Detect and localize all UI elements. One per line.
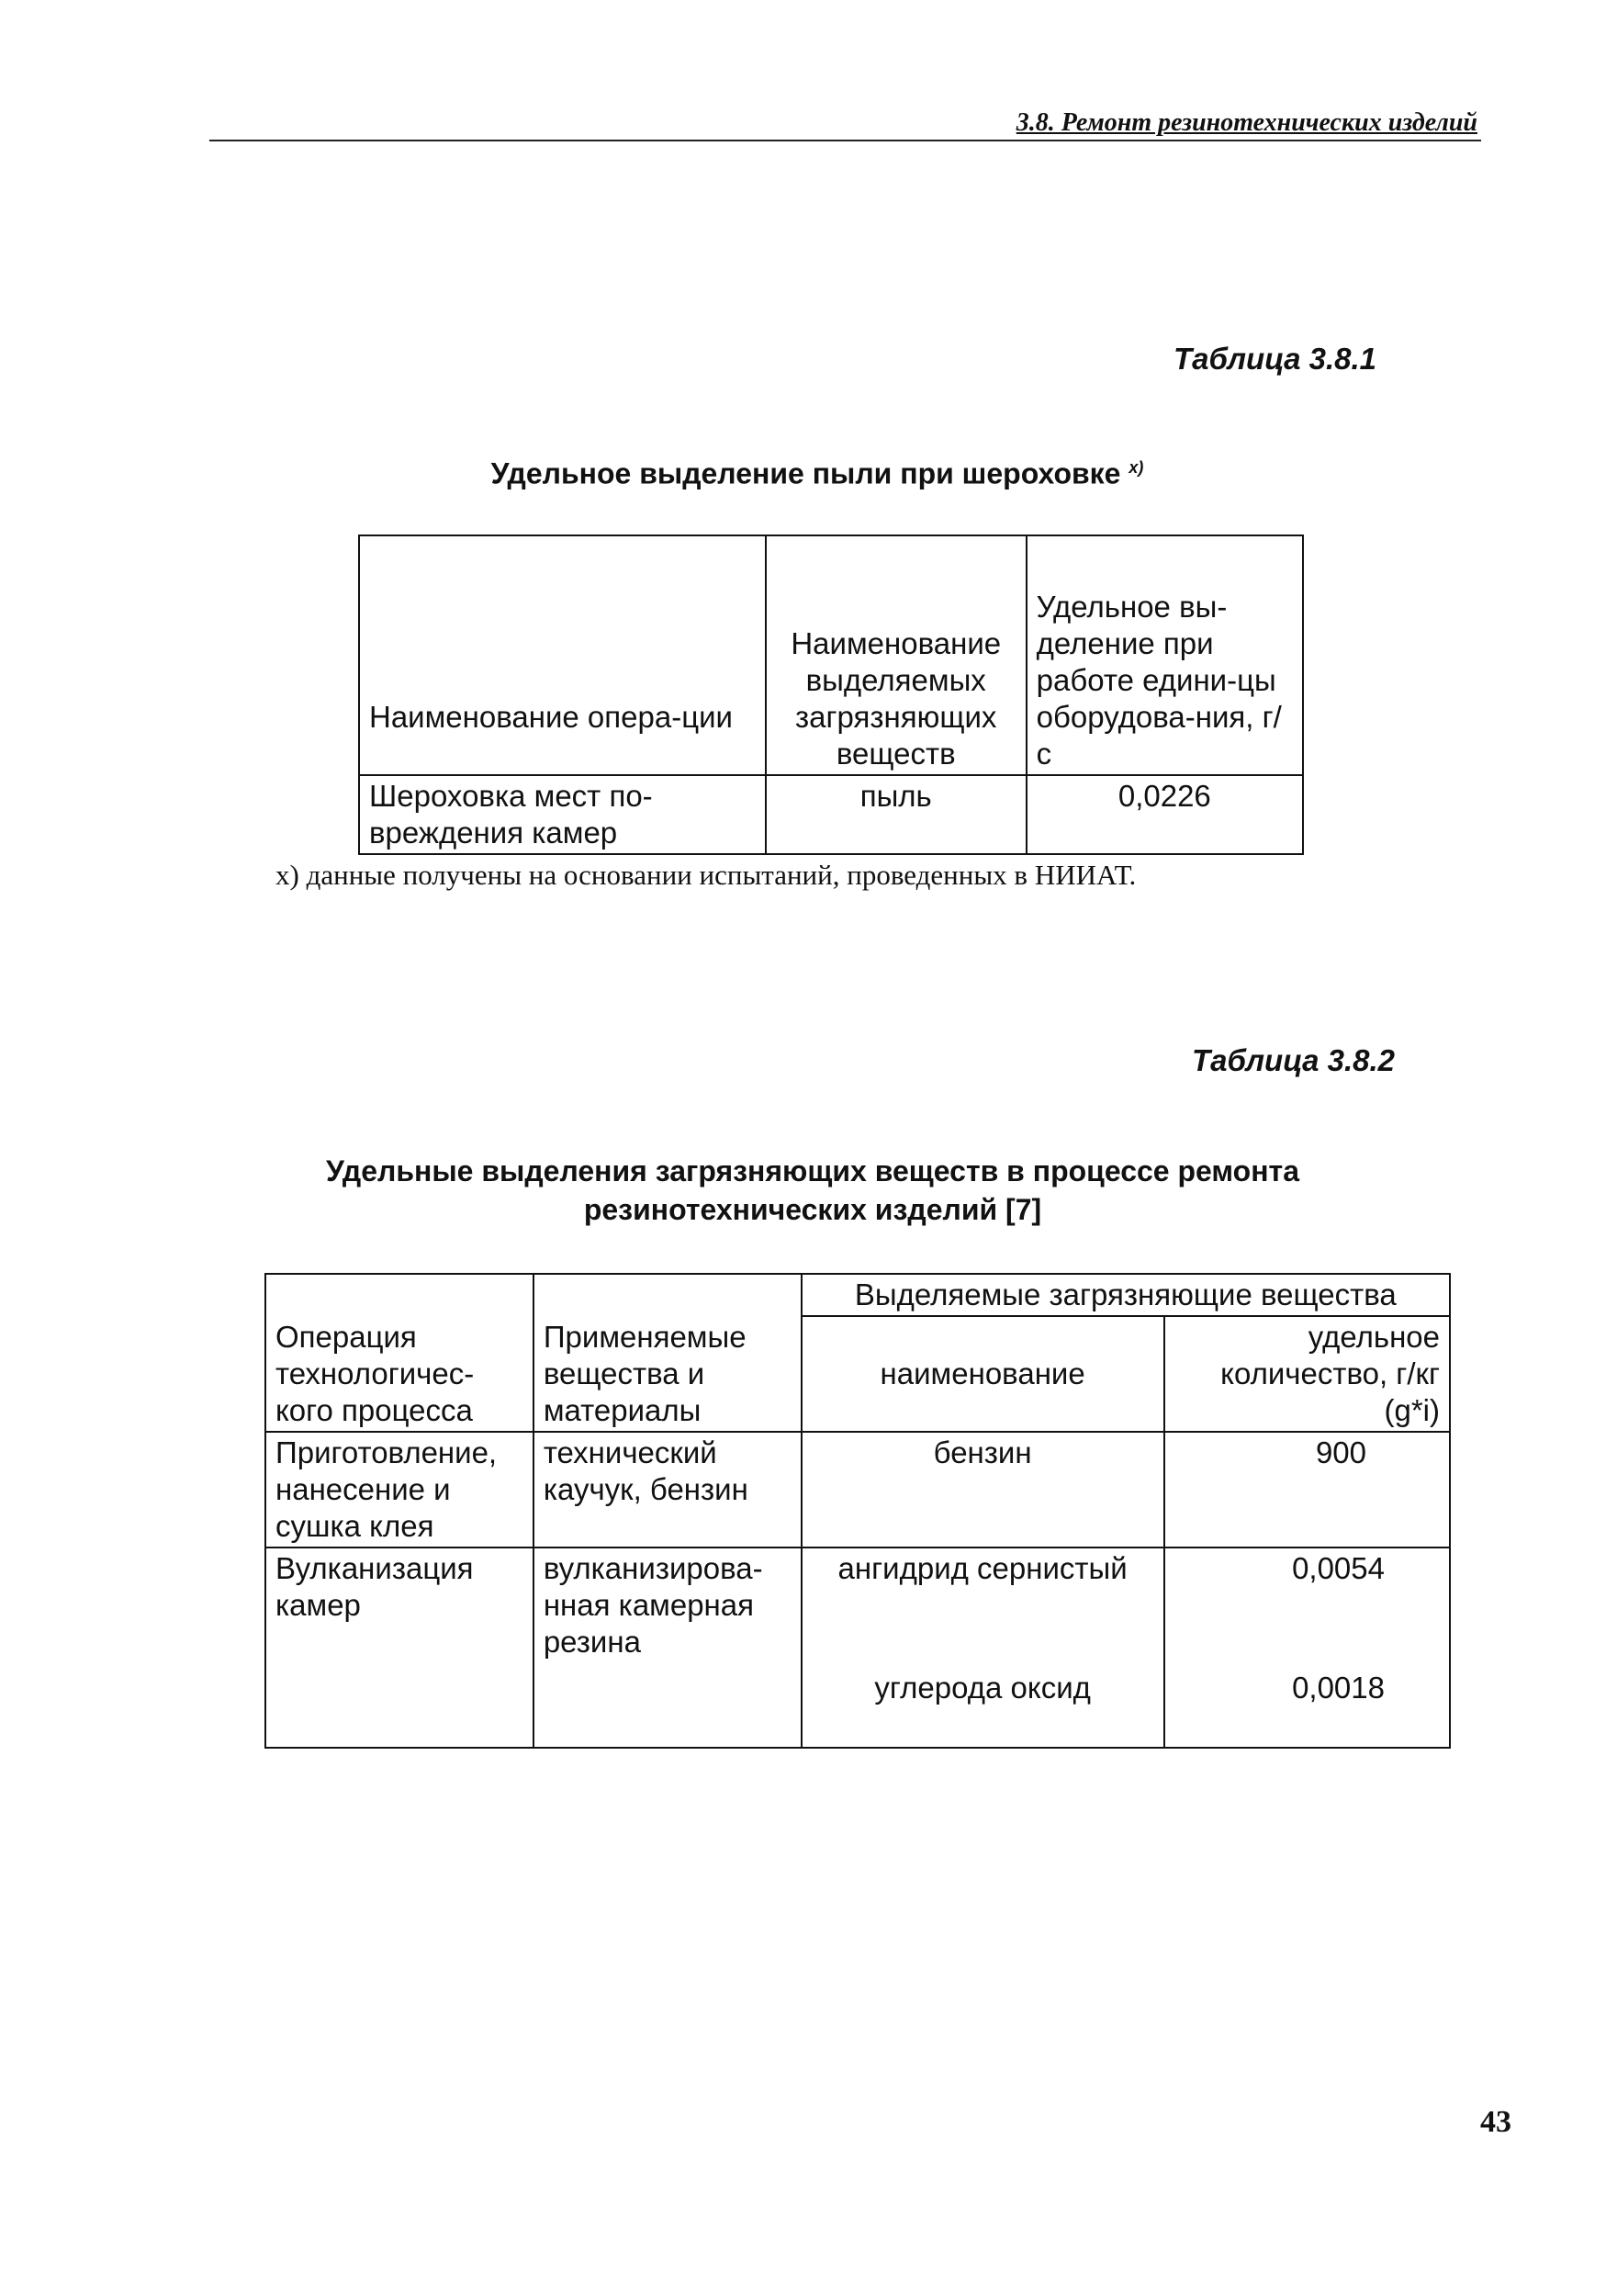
table1-title [367,448,1267,493]
table2-header-group: Выделяемые загрязняющие вещества [802,1274,1450,1316]
page-number: 43 [1480,2105,1511,2139]
table2-cell-amount: 0,0054 [1164,1548,1450,1668]
table1-cell-operation: Шероховка мест по-вреждения камер [359,775,766,854]
table2-cell-amount: 0,0018 [1164,1668,1450,1748]
header-rule [209,140,1481,141]
table2-caption: Таблица 3.8.2 [1192,1043,1395,1077]
table2-header-row-1 [265,1274,1450,1316]
table1-header-emission: Удельное вы-деление при работе едини-цы оборудова-ния, г/с [1027,535,1303,775]
running-title: 3.8. Ремонт резинотехнических изделий [1016,108,1477,137]
table1-header-operation: Наименование опера-ции [359,535,766,775]
table1-footnote: х) данные получены на основании испытаний, проведенных в НИИАТ. [275,859,1137,891]
table2-cell-name: бензин [802,1432,1164,1548]
table-row [359,775,1303,854]
table2-title-line2: резинотехнических изделий [7] [583,1193,1042,1226]
table2-title-line1: Удельные выделения загрязняющих веществ в процессе ремонта [326,1154,1299,1187]
table2-title [220,1152,1405,1229]
table1-header-row [359,535,1303,775]
table1-title-text: Удельное выделение пыли при шероховке [490,456,1121,490]
table2-cell-operation: Приготовление, нанесение и сушка клея [265,1432,533,1548]
table2-cell-materials: технический каучук, бензин [533,1432,802,1548]
table2-header-name: наименование [802,1316,1164,1432]
table1-caption: Таблица 3.8.1 [1173,342,1376,376]
table2-cell-name: ангидрид сернистый [802,1548,1164,1668]
table2-cell-name: углерода оксид [802,1668,1164,1748]
table1-cell-substance: пыль [766,775,1027,854]
table2-header-materials: Применяемые вещества и материалы [533,1274,802,1432]
table2-cell-operation: Вулканизация камер [265,1548,533,1748]
table1-header-substances: Наименование выделяемых загрязняющих веществ [766,535,1027,775]
table-row [265,1548,1450,1668]
table2-header-amount: удельное количество, г/кг (g*i) [1164,1316,1450,1432]
table2-cell-amount: 900 [1164,1432,1450,1548]
table2 [264,1273,1451,1749]
table1-title-mark: x) [1129,458,1144,477]
table1 [358,535,1304,855]
table-row [265,1432,1450,1548]
table2-cell-materials: вулканизирова-нная камерная резина [533,1548,802,1748]
table1-cell-value: 0,0226 [1027,775,1303,854]
table2-header-operation: Операция технологичес-кого процесса [265,1274,533,1432]
